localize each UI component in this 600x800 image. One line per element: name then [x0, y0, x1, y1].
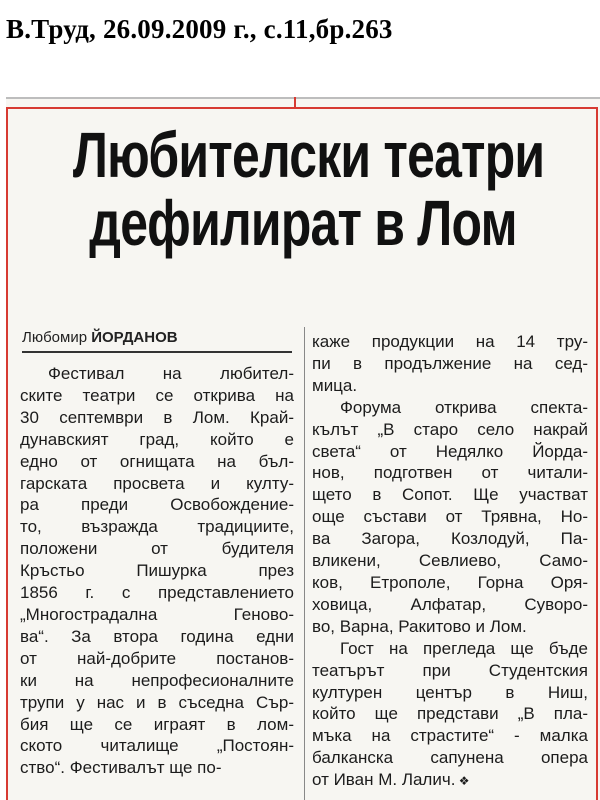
article-line: от най-добрите постанов-	[20, 648, 294, 668]
article-line: театърът при Студентския	[312, 660, 588, 680]
article-line: каже продукции на 14 тру-	[312, 332, 588, 351]
article-line: положени от будителя	[20, 539, 294, 559]
article-column-right	[312, 331, 588, 793]
article-line: ки на непрофесионалните	[20, 670, 294, 690]
article-line: бия ще се играят в лом-	[20, 714, 294, 734]
article-line: Кръстьо Пишурка през	[20, 561, 294, 581]
frame-tick-mark	[294, 97, 296, 107]
article-line: ховица, Алфатар, Суворо-	[312, 594, 588, 614]
end-mark-icon: ❖	[455, 774, 470, 789]
article-line: Фестивал на любител-	[48, 364, 294, 383]
article-line: Форума открива спекта-	[340, 397, 588, 417]
article-line: още състави от Трявна, Но-	[312, 507, 588, 527]
article-line: дунавският град, който е	[20, 429, 294, 449]
article-line: нов, подготвен от читали-	[312, 463, 588, 483]
article-line: „Многострадална Геново-	[20, 604, 294, 624]
newspaper-clipping	[6, 97, 600, 800]
article-line: ков, Етрополе, Горна Оря-	[312, 572, 588, 592]
article-line: Гост на прегледа ще бъде	[340, 638, 588, 658]
article-line: ство“. Фестивалът ще по-	[20, 758, 222, 778]
headline-line-1: Любителски театри	[72, 119, 545, 191]
article-line: културен център в Ниш,	[312, 682, 588, 702]
article-line: мица.	[312, 375, 358, 395]
article-column-left	[20, 363, 294, 779]
article-line: гарската просвета и култу-	[20, 473, 294, 493]
source-caption: В.Труд, 26.09.2009 г., с.11,бр.263	[6, 14, 393, 44]
article-line: 30 септември в Лом. Край-	[20, 407, 294, 427]
byline	[22, 329, 178, 346]
byline-first-name: Любомир	[22, 329, 88, 346]
article-line: ското читалище „Постоян-	[20, 736, 294, 756]
article-line: ва“. За втора година едни	[20, 626, 294, 646]
clipping-top-edge	[6, 97, 600, 99]
article-line: ските театри се открива на	[20, 385, 294, 405]
byline-surname: ЙОРДАНОВ	[91, 329, 178, 346]
article-line: вликени, Севлиево, Само-	[312, 551, 588, 571]
article-line: во, Варна, Ракитово и Лом.	[312, 616, 527, 636]
article-line: света“ от Недялко Йорда-	[312, 441, 588, 461]
headline-line-2: дефилират в Лом	[89, 187, 517, 259]
article-line: щето в Сопот. Ще участват	[312, 485, 588, 505]
column-divider	[304, 327, 305, 800]
article-line: ва Загора, Козлодуй, Па-	[312, 529, 588, 549]
article-frame	[6, 107, 598, 800]
article-line: кълът „В старо село накрай	[312, 419, 588, 439]
byline-rule	[22, 351, 292, 353]
article-line: трупи у нас и в съседна Сър-	[20, 692, 294, 712]
article-line: мъка на страстите“ - малка	[312, 726, 588, 746]
headline	[72, 119, 545, 259]
article-line: ра преди Освобождение-	[20, 495, 294, 515]
article-line: който ще представи „В пла-	[312, 704, 588, 724]
article-line: 1856 г. с представлението	[20, 583, 294, 603]
article-line: пи в продължение на сед-	[312, 353, 588, 373]
article-line: балканска сапунена опера	[312, 748, 588, 768]
article-line: то, възражда традициите,	[20, 517, 294, 537]
article-line: от Иван М. Лалич. ❖	[312, 770, 470, 790]
article-line: едно от огнищата на бъл-	[20, 451, 294, 471]
